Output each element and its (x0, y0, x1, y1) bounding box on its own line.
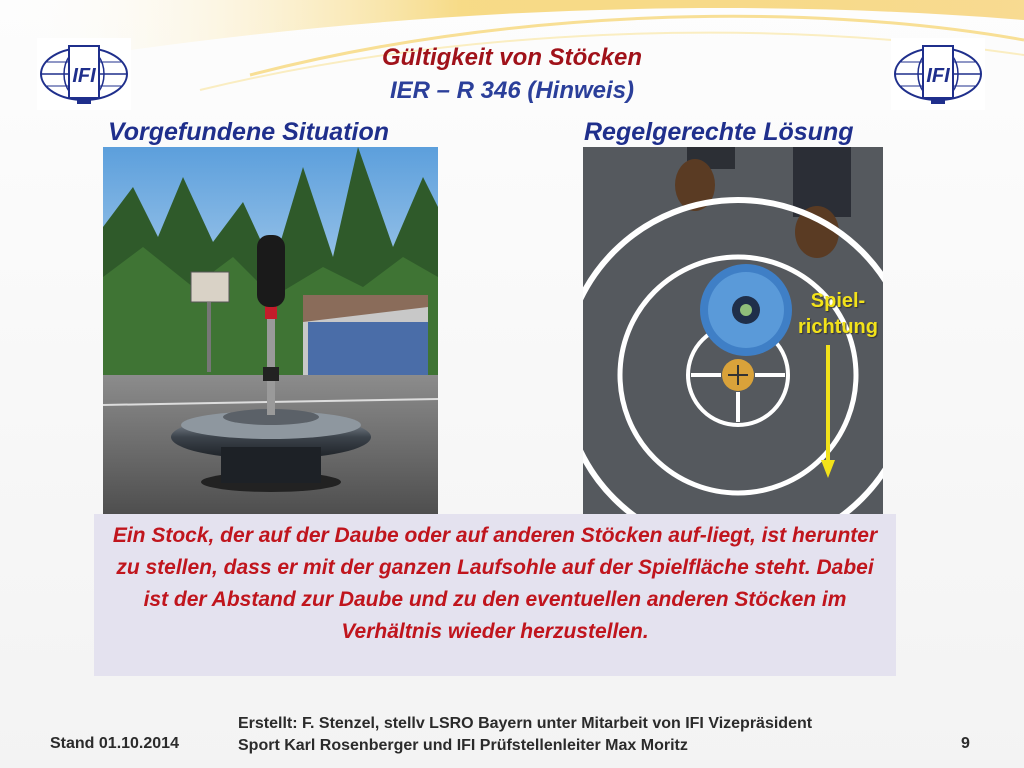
play-direction-line1: Spiel- (810, 290, 866, 312)
slide-subtitle: IER – R 346 (Hinweis) (389, 77, 635, 104)
play-direction-label (788, 288, 888, 340)
left-heading: Vorgefundene Situation (108, 118, 390, 146)
rule-note-text: Ein Stock, der auf der Daube oder auf anderen Stöcken auf-liegt, ist herunter zu stellen, dass er mit der ganzen Laufsohle auf der Spielfläche steht. Dabei ist der Abstand zur Daube und zu den eventuellen anderen Stöcken im Verhältnis wieder herzustellen. (112, 524, 878, 643)
slide-title: Gültigkeit von Stöcken (381, 44, 643, 71)
page-number: 9 (961, 735, 970, 752)
footer-date: Stand 01.10.2014 (50, 735, 179, 752)
ifi-logo-text: IFI (926, 65, 950, 87)
ifi-logo-text: IFI (72, 65, 96, 87)
ifi-logo-right (891, 38, 985, 110)
footer-credit-line2: Sport Karl Rosenberger und IFI Prüfstellenleiter Max Moritz (238, 737, 688, 754)
right-heading: Regelgerechte Lösung (584, 118, 854, 146)
situation-photo (103, 147, 438, 515)
play-direction-arrow-icon (818, 345, 838, 480)
footer-credit (238, 713, 878, 757)
ifi-logo-left (37, 38, 131, 110)
footer-credit-line1: Erstellt: F. Stenzel, stellv LSRO Bayern unter Mitarbeit von IFI Vizepräsident (238, 715, 813, 732)
play-direction-line2: richtung (798, 316, 878, 338)
